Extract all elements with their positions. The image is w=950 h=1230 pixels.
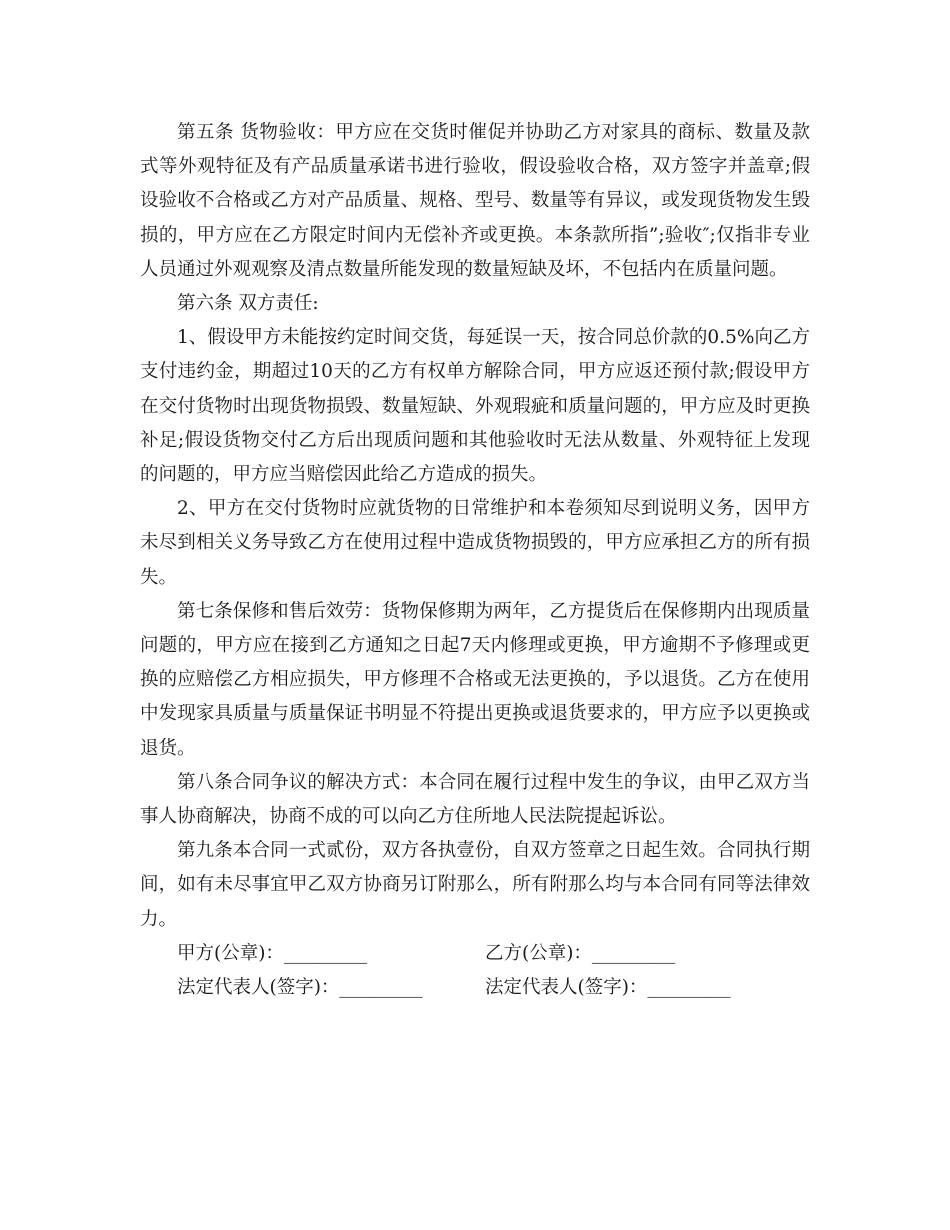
clause-7-warranty: 第七条保修和售后效劳：货物保修期为两年，乙方提货后在保修期内出现质量问题的，甲方应在接到乙方通知之日起7天内修理或更换，甲方逾期不予修理或更换的应赔偿乙方相应损失，甲方修理不合格或无法更换的，予以退货。乙方在使用中发现家具质量与质量保证书明显不符提出更换或退货要求的，甲方应予以更换或退货。 (140, 600, 810, 759)
party-a-representative-line: 法定代表人(签字)：_________ (177, 977, 423, 999)
clause-6-heading: 第六条 双方责任: (177, 293, 319, 315)
clause-5-goods-acceptance: 第五条 货物验收：甲方应在交货时催促并协助乙方对家具的商标、数量及款式等外观特征及有产品质量承诺书进行验收，假设验收合格，双方签字并盖章;假设验收不合格或乙方对产品质量、规格、型号、数量等有异议，或发现货物发生毁损的，甲方应在乙方限定时间内无偿补齐或更换。本条款所指”;验收″;仅指非专业人员通过外观观察及清点数量所能发现的数量短缺及坏，不包括内在质量问题。 (140, 122, 810, 280)
clause-6-item-1: 1、假设甲方未能按约定时间交货，每延误一天，按合同总价款的0.5%向乙方支付违约金，期超过10天的乙方有权单方解除合同，甲方应返还预付款;假设甲方在交付货物时出现货物损毁、数量短缺、外观瑕疵和质量问题的，甲方应及时更换补足;假设货物交付乙方后出现质问题和其他验收时无法从数量、外观特征上发现的问题的，甲方应当赔偿因此给乙方造成的损失。 (140, 327, 810, 486)
representative-row (140, 971, 810, 1005)
party-b-representative-line: 法定代表人(签字)：_________ (485, 977, 731, 999)
clause-9-effect: 第九条本合同一式贰份，双方各执壹份，自双方签章之日起生效。合同执行期间，如有未尽事宜甲乙双方协商另订附那么，所有附那么均与本合同有同等法律效力。 (140, 840, 810, 930)
clause-8-dispute: 第八条合同争议的解决方式：本合同在履行过程中发生的争议，由甲乙双方当事人协商解决，协商不成的可以向乙方住所地人民法院提起诉讼。 (140, 771, 810, 828)
clause-6-item-2: 2、甲方在交付货物时应就货物的日常维护和本卷须知尽到说明义务，因甲方未尽到相关义务导致乙方在使用过程中造成货物损毁的，甲方应承担乙方的所有损失。 (140, 498, 810, 588)
document-body (140, 116, 810, 1005)
seal-row (140, 937, 810, 971)
party-a-seal-line: 甲方(公章)：_________ (177, 942, 368, 964)
party-b-seal-line: 乙方(公章)：_________ (485, 942, 676, 964)
